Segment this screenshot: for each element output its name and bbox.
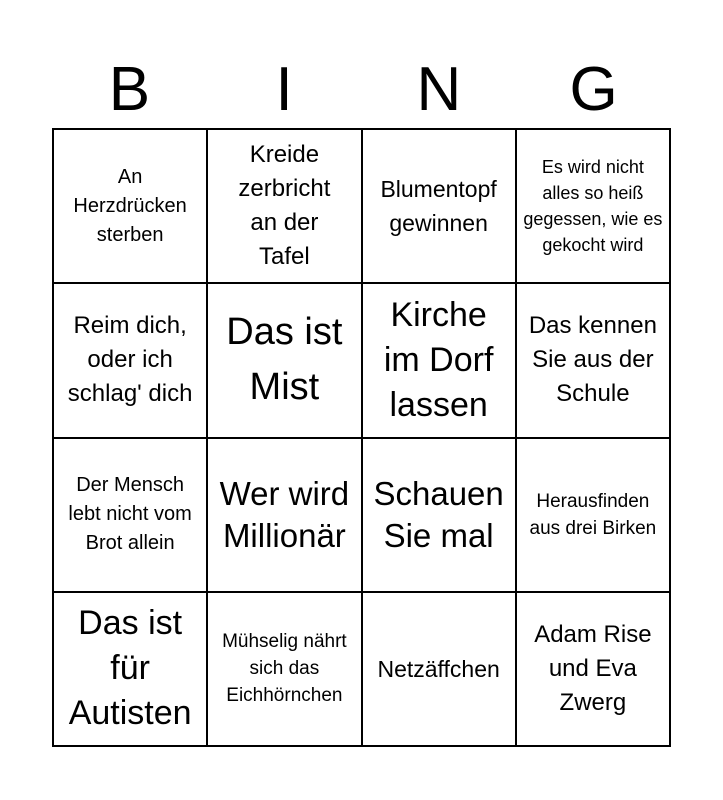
cell-text: Mühselig nährt sich das Eichhörnchen bbox=[222, 631, 347, 707]
cell-text: Das kennen Sie aus der Schule bbox=[528, 312, 657, 408]
cell-text: Das ist Mist bbox=[226, 311, 343, 409]
bingo-cell[interactable] bbox=[54, 130, 208, 284]
bingo-cell[interactable] bbox=[208, 130, 362, 284]
bingo-grid bbox=[52, 128, 671, 747]
cell-text: Kirche im Dorf lassen bbox=[383, 295, 494, 424]
bingo-cell[interactable] bbox=[363, 439, 517, 593]
bingo-title bbox=[52, 52, 671, 128]
cell-text: Netzäffchen bbox=[377, 655, 500, 682]
cell-text: Adam Rise und Eva Zwerg bbox=[534, 620, 652, 716]
cell-text: Der Mensch lebt nicht vom Brot allein bbox=[68, 474, 192, 555]
title-letter-b: B bbox=[108, 55, 151, 124]
bingo-cell[interactable] bbox=[208, 439, 362, 593]
bingo-cell[interactable] bbox=[208, 593, 362, 747]
title-letter-i: I bbox=[275, 55, 293, 124]
bingo-cell[interactable] bbox=[517, 593, 671, 747]
cell-text: Reim dich, oder ich schlag' dich bbox=[67, 312, 193, 408]
cell-text: Das ist für Autisten bbox=[68, 604, 192, 733]
bingo-cell[interactable] bbox=[363, 593, 517, 747]
cell-text: Wer wird Millionär bbox=[219, 474, 350, 554]
bingo-cell[interactable] bbox=[517, 439, 671, 593]
bingo-cell[interactable] bbox=[208, 284, 362, 438]
bingo-cell[interactable] bbox=[363, 284, 517, 438]
bingo-cell[interactable] bbox=[54, 593, 208, 747]
bingo-cell[interactable] bbox=[54, 284, 208, 438]
bingo-cell[interactable] bbox=[517, 130, 671, 284]
cell-text: Kreide zerbricht an der Tafel bbox=[238, 141, 331, 271]
cell-text: Herausfinden aus drei Birken bbox=[529, 490, 657, 539]
title-letter-n: N bbox=[416, 55, 462, 124]
bingo-cell[interactable] bbox=[517, 284, 671, 438]
cell-text: Schauen Sie mal bbox=[373, 474, 504, 554]
cell-text: Blumentopf gewinnen bbox=[380, 176, 497, 237]
bingo-cell[interactable] bbox=[54, 439, 208, 593]
title-letter-g: G bbox=[569, 55, 618, 124]
bingo-cell[interactable] bbox=[363, 130, 517, 284]
cell-text: Es wird nicht alles so heiß gegessen, wie es gekocht wird bbox=[523, 157, 663, 256]
cell-text: An Herzdrücken sterben bbox=[73, 165, 187, 246]
